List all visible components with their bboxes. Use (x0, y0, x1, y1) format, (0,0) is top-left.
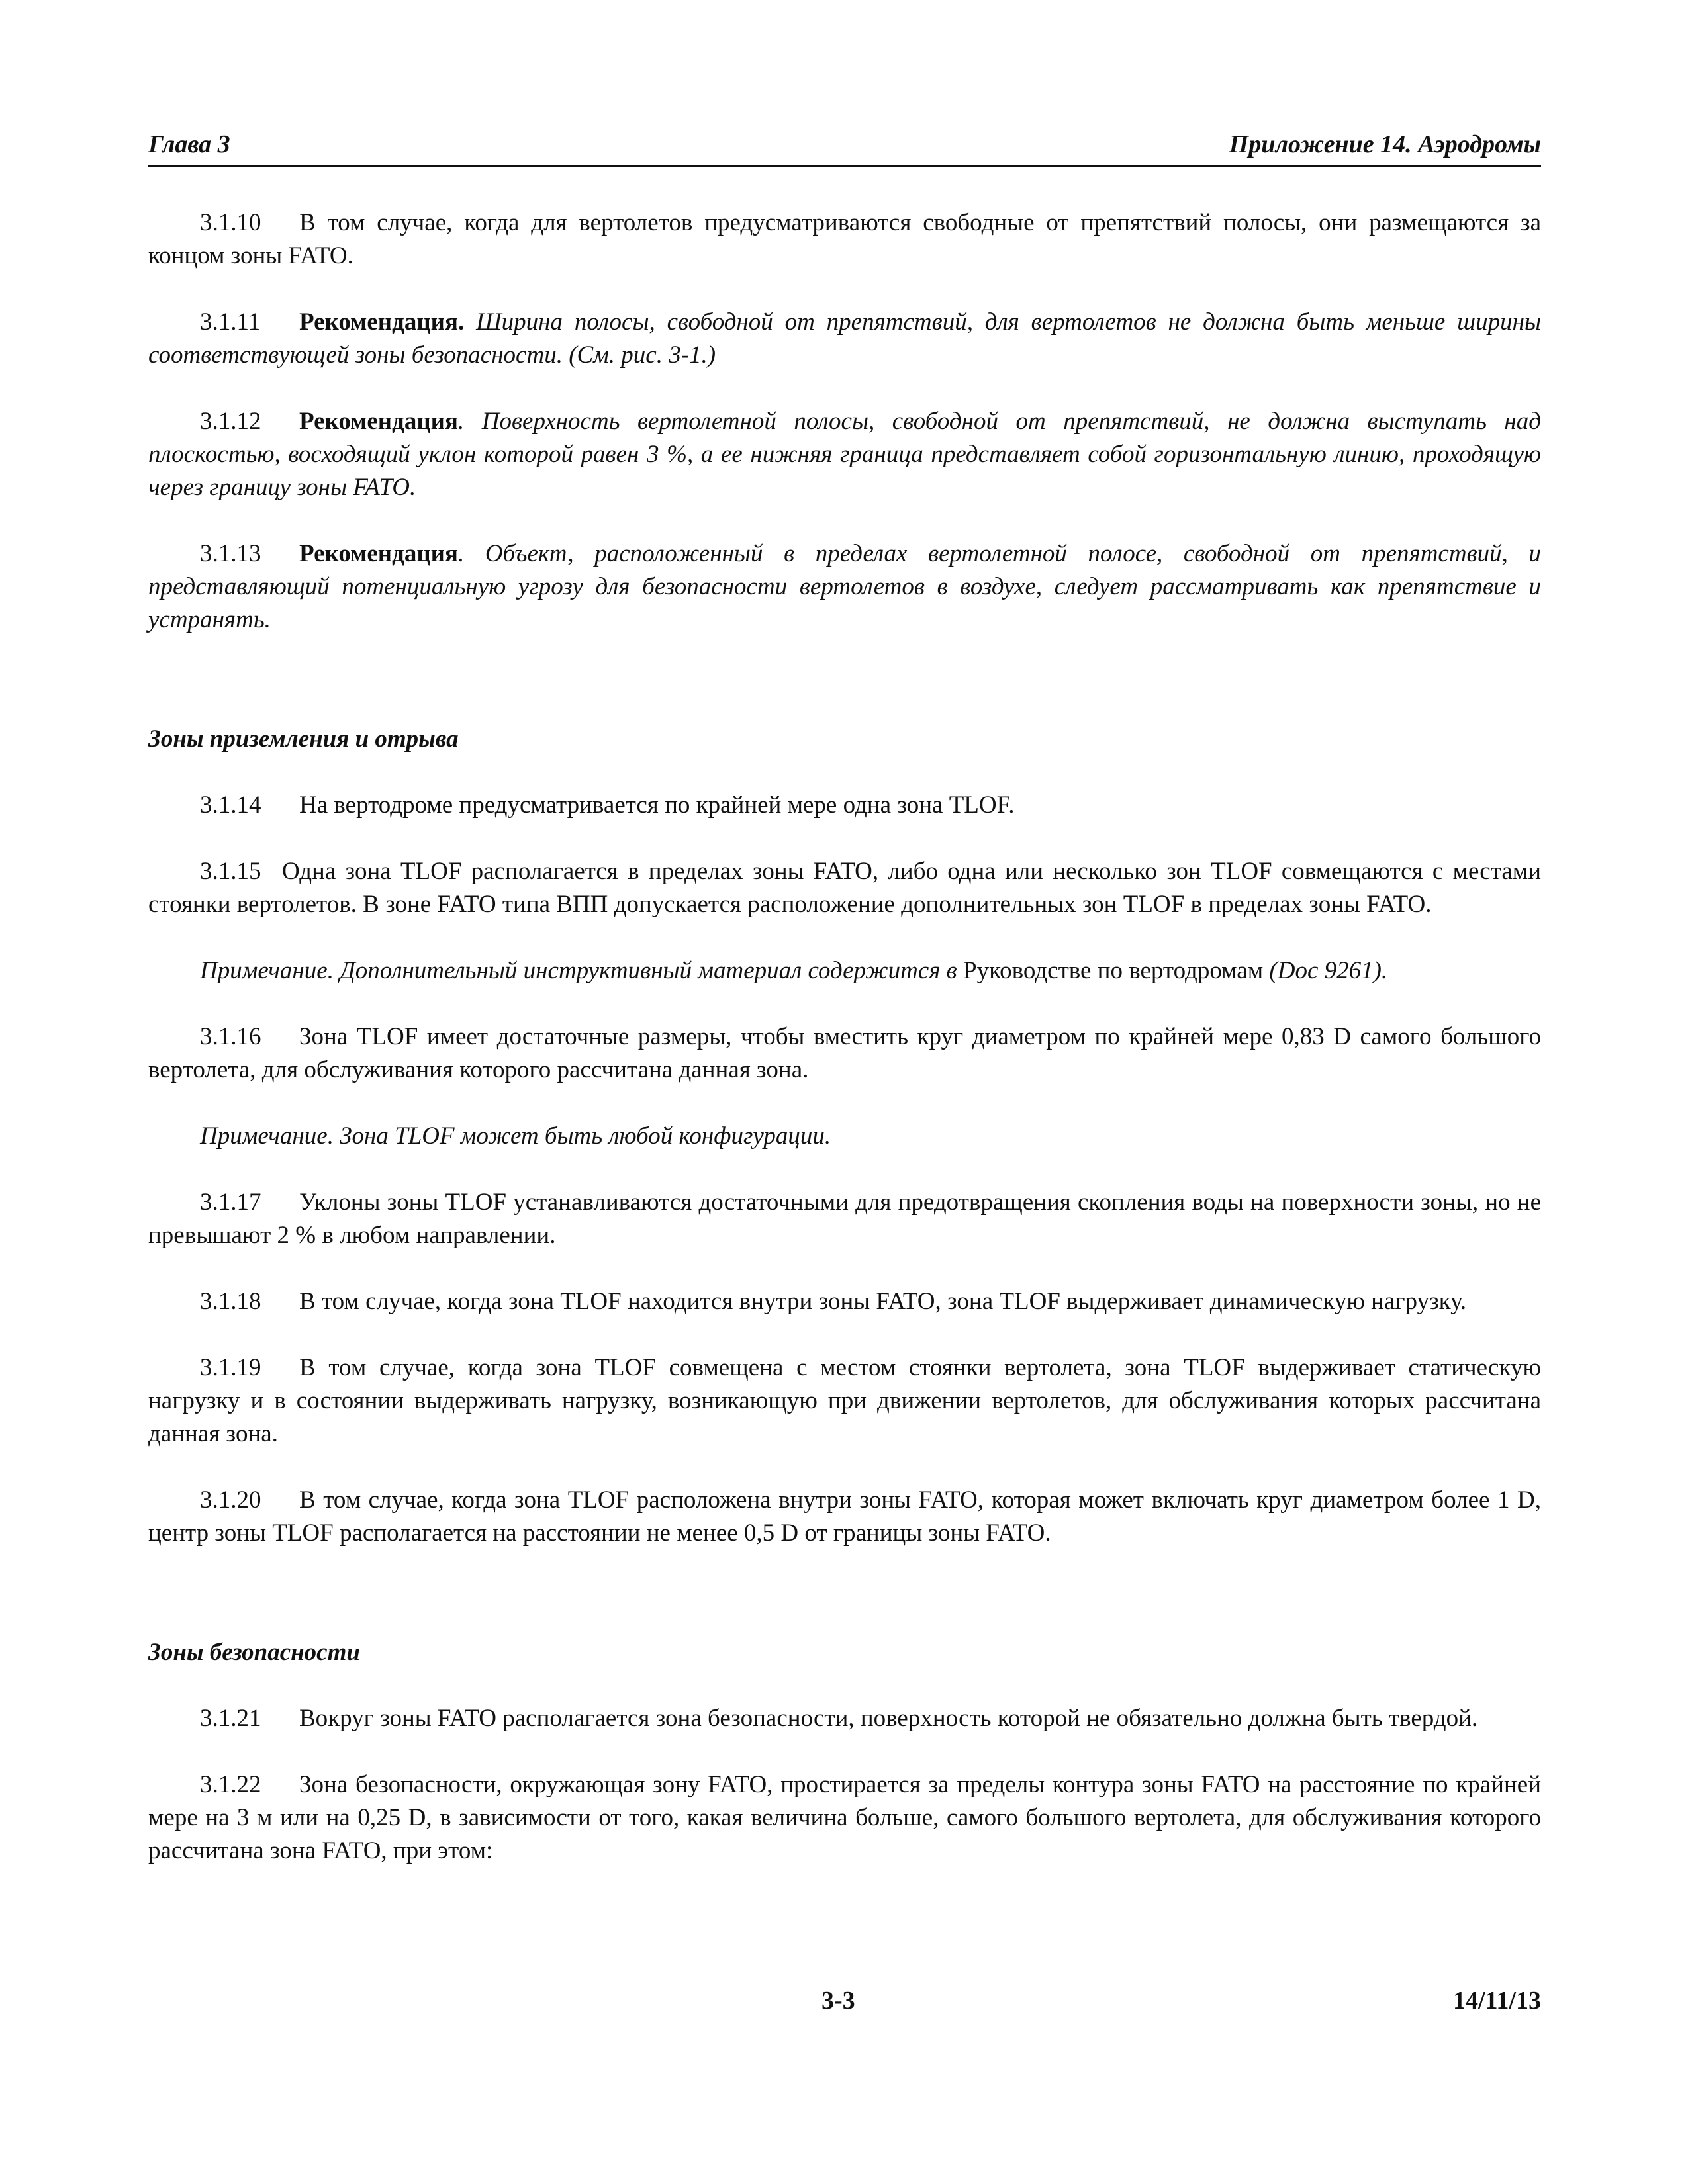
paragraph-text: . Поверхность вертолетной полосы, свободной от препятствий, не должна выступать над плоскостью, восходящий уклон которой равен 3 %, а ее нижняя граница представляет собой горизонтальную линию, проходящую через границу зоны FATO. (148, 408, 1541, 501)
page-header (148, 130, 1541, 167)
paragraph-text: Вокруг зоны FATO располагается зона безопасности, поверхность которой не обязательно должна быть твердой. (299, 1705, 1478, 1732)
section-heading-tlof: Зоны приземления и отрыва (148, 725, 459, 752)
paragraph-3-1-11 (148, 306, 1541, 372)
paragraph-3-1-20 (148, 1484, 1541, 1550)
paragraph-text: В том случае, когда зона TLOF совмещена с местом стоянки вертолета, зона TLOF выдерживает статическую нагрузку и в состоянии выдерживать нагрузку, возникающую при движении вертолетов, для обслуживания которых рассчитана данная зона. (148, 1354, 1541, 1447)
paragraph-3-1-16 (148, 1021, 1541, 1087)
paragraph-text: Зона безопасности, окружающая зону FATO, простирается за пределы контура зоны FATO на расстояние по крайней мере на 3 м или на 0,25 D, в зависимости от того, какая величина больше, самого большого вертолета, для обслуживания которого рассчитана зона FATO, при этом: (148, 1771, 1541, 1864)
section-heading-safety: Зоны безопасности (148, 1639, 360, 1666)
paragraph-number: 3.1.21 (200, 1705, 261, 1732)
paragraph-number: 3.1.11 (200, 308, 261, 336)
paragraph-number: 3.1.18 (200, 1288, 261, 1315)
paragraph-text: Одна зона TLOF располагается в пределах зоны FATO, либо одна или несколько зон TLOF совмещаются с местами стоянки вертолетов. В зоне FATO типа ВПП допускается расположение дополнительных зон TLOF в пределах зоны FATO. (148, 858, 1541, 918)
page-content (148, 206, 1541, 1868)
paragraph-text: Зона TLOF имеет достаточные размеры, чтобы вместить круг диаметром по крайней мере 0,83 D самого большого вертолета, для обслуживания которого рассчитана данная зона. (148, 1023, 1541, 1083)
recommendation-label: Рекомендация. (299, 308, 465, 336)
amendment-date: 14/11/13 (1452, 1987, 1541, 2015)
paragraph-3-1-22 (148, 1768, 1541, 1868)
recommendation-label: Рекомендация (299, 540, 458, 567)
note-doc-ref: (Doc 9261). (1263, 957, 1388, 984)
paragraph-text: В том случае, когда зона TLOF находится внутри зоны FATO, зона TLOF выдерживает динамическую нагрузку. (299, 1288, 1467, 1315)
paragraph-number: 3.1.13 (200, 540, 261, 567)
recommendation-label: Рекомендация (299, 408, 458, 435)
paragraph-number: 3.1.16 (200, 1023, 261, 1050)
paragraph-number: 3.1.19 (200, 1354, 261, 1381)
paragraph-number: 3.1.17 (200, 1189, 261, 1216)
paragraph-number: 3.1.20 (200, 1486, 261, 1514)
paragraph-3-1-14 (148, 789, 1541, 822)
paragraph-text: Ширина полосы, свободной от препятствий, для вертолетов не должна быть меньше ширины соответствующей зоны безопасности. (См. рис. 3-1.) (148, 308, 1542, 369)
paragraph-number: 3.1.12 (200, 408, 261, 435)
paragraph-number: 3.1.10 (200, 209, 261, 236)
page-number: 3-3 (821, 1987, 855, 2015)
note-tlof-configuration: Примечание. Зона TLOF может быть любой конфигурации. (200, 1122, 831, 1150)
paragraph-text: В том случае, когда зона TLOF расположена внутри зоны FATO, которая может включать круг диаметром более 1 D, центр зоны TLOF располагается на расстоянии не менее 0,5 D от границы зоны FATO. (148, 1486, 1541, 1547)
paragraph-3-1-17 (148, 1186, 1541, 1252)
note-doc-9261 (148, 954, 1541, 987)
paragraph-number: 3.1.14 (200, 792, 261, 819)
chapter-label: Глава 3 (148, 130, 230, 158)
paragraph-text: . Объект, расположенный в пределах вертолетной полосе, свободной от препятствий, и представляющий потенциальную угрозу для безопасности вертолетов в воздухе, следует рассматривать как препятствие и устранять. (148, 540, 1541, 633)
paragraph-text: В том случае, когда для вертолетов предусматриваются свободные от препятствий полосы, они размещаются за концом зоны FATO. (148, 209, 1541, 269)
paragraph-number: 3.1.15 (200, 858, 261, 885)
paragraph-3-1-18 (148, 1285, 1541, 1318)
note-doc-title: Руководстве по вертодромам (957, 957, 1264, 984)
note-label: Примечание. Дополнительный инструктивный материал содержится в (200, 957, 957, 984)
paragraph-3-1-12 (148, 405, 1541, 504)
paragraph-3-1-10 (148, 206, 1541, 273)
paragraph-number: 3.1.22 (200, 1771, 261, 1798)
paragraph-3-1-21 (148, 1702, 1541, 1735)
paragraph-3-1-13 (148, 537, 1541, 637)
annex-title: Приложение 14. Аэродромы (1229, 130, 1541, 158)
paragraph-text: На вертодроме предусматривается по крайней мере одна зона TLOF. (299, 792, 1015, 819)
paragraph-3-1-15 (148, 855, 1541, 921)
paragraph-3-1-19 (148, 1351, 1541, 1451)
paragraph-text: Уклоны зоны TLOF устанавливаются достаточными для предотвращения скопления воды на поверхности зоны, но не превышают 2 % в любом направлении. (148, 1189, 1541, 1249)
